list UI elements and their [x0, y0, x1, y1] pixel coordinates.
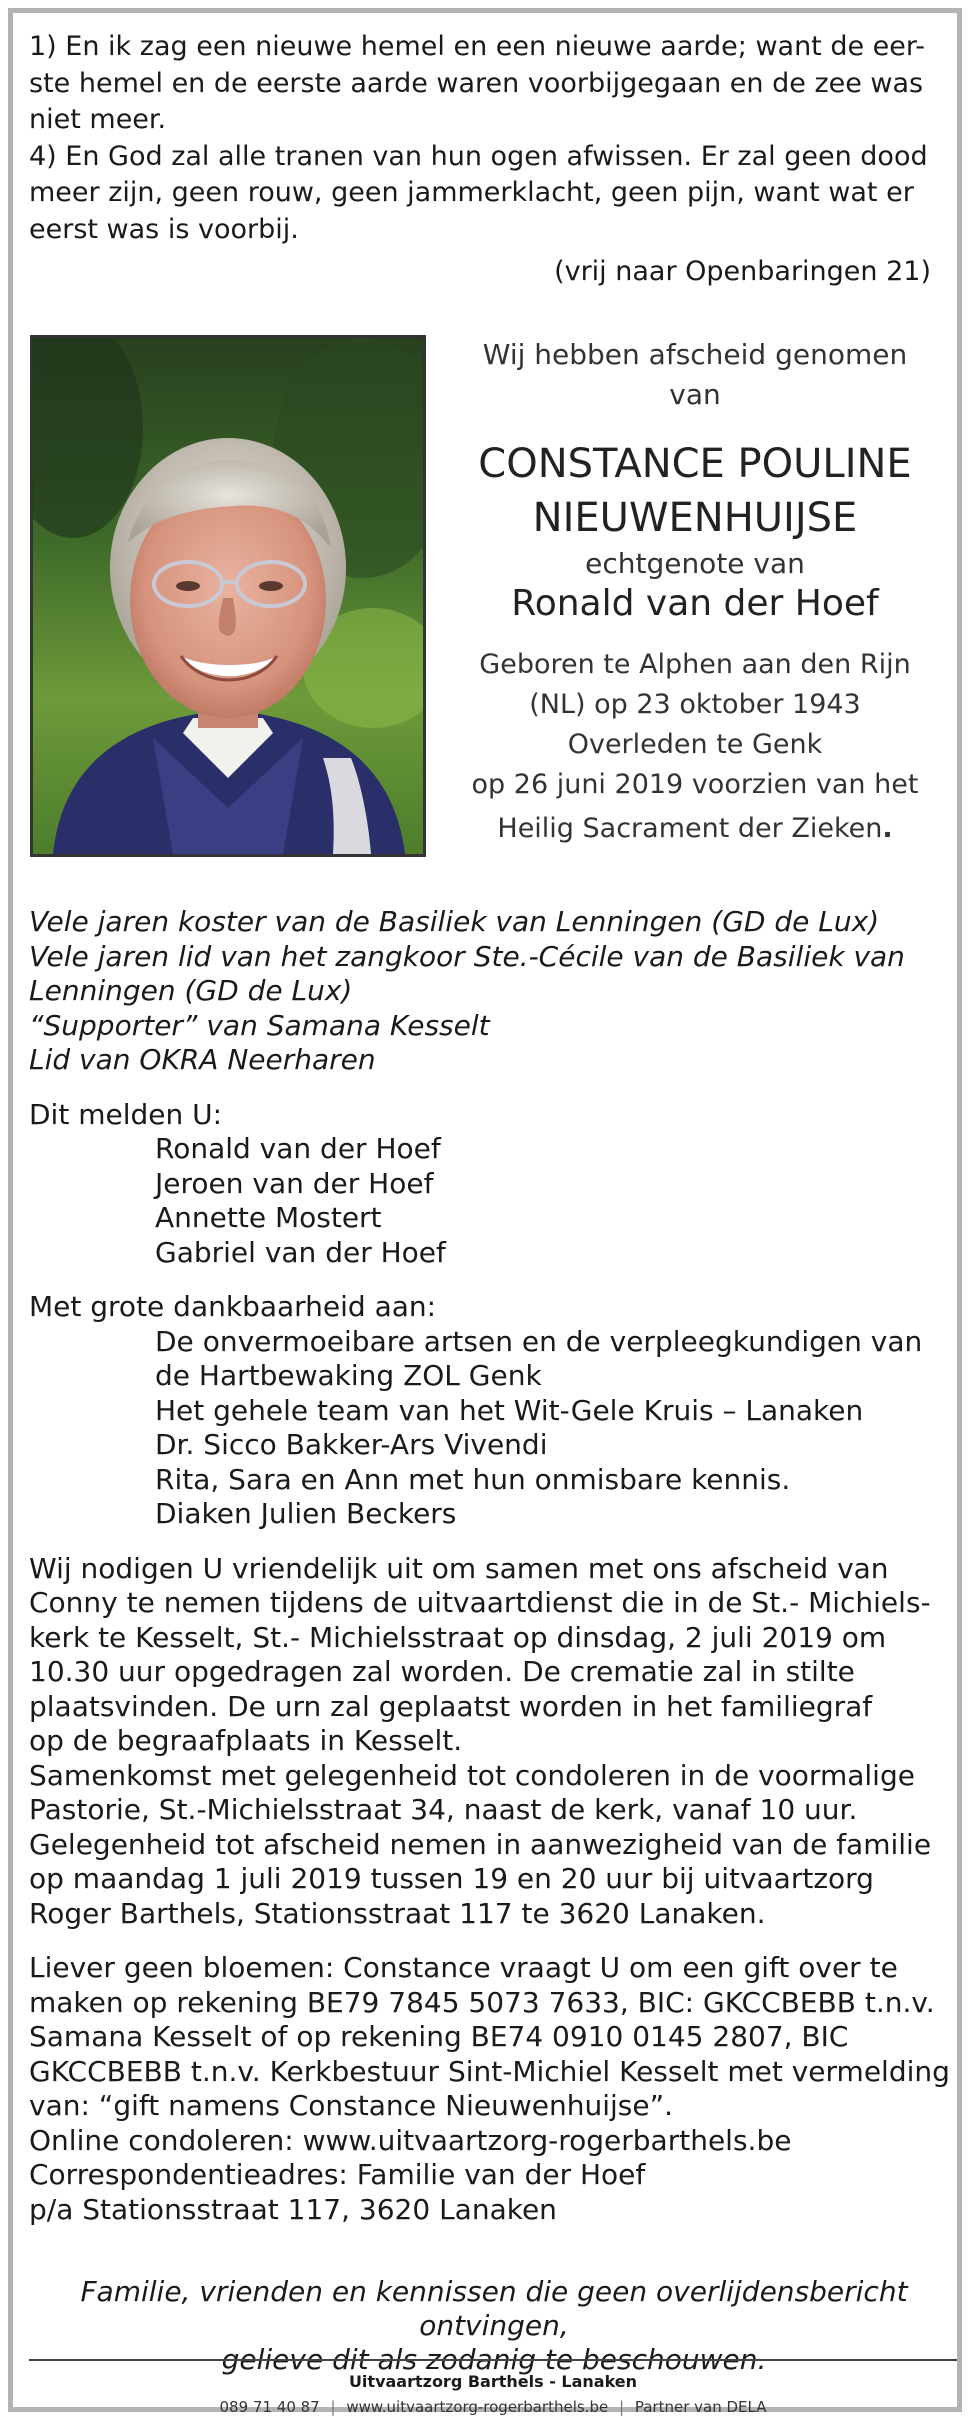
role-line: Lenningen (GD de Lux)	[29, 974, 353, 1007]
service-line: Roger Barthels, Stationsstraat 117 te 3620 Lanaken.	[29, 1896, 766, 1930]
donation-line: Liever geen bloemen: Constance vraagt U om een gift over te	[29, 1951, 898, 1984]
sacrament-dot: .	[882, 813, 893, 844]
name-line: CONSTANCE POULINE	[478, 441, 912, 487]
role-line: “Supporter” van Samana Kesselt	[29, 1008, 490, 1042]
closing-line: Familie, vrienden en kennissen die geen overlijdensbericht ontvingen,	[80, 2275, 908, 2342]
date-line: Geboren te Alphen aan den Rijn	[479, 649, 911, 680]
announcer-name: Gabriel van der Hoef	[155, 1235, 446, 1269]
thanks-item: Diaken Julien Beckers	[155, 1497, 457, 1530]
spouse-name: Ronald van der Hoef	[511, 583, 879, 624]
thanks-section	[29, 1290, 959, 1532]
role-line: Lid van OKRA Neerharen	[29, 1043, 376, 1076]
obituary-card	[8, 8, 962, 2416]
service-line: Samenkomst met gelegenheid tot condoleren in de voormalige	[29, 1758, 915, 1792]
correspondence-line: Correspondentieadres: Familie van der Hoef	[29, 2158, 646, 2191]
obituary-body	[29, 905, 959, 2227]
donation-line: van: “gift namens Constance Nieuwenhuijse”.	[29, 2089, 674, 2122]
life-dates	[445, 645, 945, 853]
service-section	[29, 1552, 959, 1932]
announcement-header	[445, 335, 945, 853]
intro-line: van	[669, 378, 721, 411]
thanks-item: Het gehele team van het Wit-Gele Kruis – Lanaken	[155, 1393, 864, 1427]
announcers-heading: Dit melden U:	[29, 1097, 223, 1131]
announcers-section	[29, 1098, 959, 1271]
date-line: Overleden te Genk	[567, 729, 823, 760]
donation-line: maken op rekening BE79 7845 5073 7633, BIC: GKCCBEBB t.n.v.	[29, 1985, 935, 2019]
service-line: kerk te Kesselt, St.- Michielsstraat op dinsdag, 2 juli 2019 om	[29, 1620, 887, 1654]
footer-separator: |	[330, 2398, 336, 2416]
verse-reference: (vrij naar Openbaringen 21)	[554, 256, 931, 287]
roles-list	[29, 905, 959, 1078]
verse-line: niet meer.	[29, 104, 167, 135]
deceased-name	[445, 437, 945, 545]
intro-line: Wij hebben afscheid genomen	[482, 338, 908, 371]
service-line: Pastorie, St.-Michielsstraat 34, naast de kerk, vanaf 10 uur.	[29, 1793, 858, 1826]
correspondence-address: p/a Stationsstraat 117, 3620 Lanaken	[29, 2192, 557, 2226]
verse-line: 1) En ik zag een nieuwe hemel en een nieuwe aarde; want de eer-	[29, 31, 926, 62]
service-line: 10.30 uur opgedragen zal worden. De crematie zal in stilte	[29, 1655, 855, 1688]
footer-phone: 089 71 40 87	[219, 2398, 320, 2416]
bible-verse	[29, 29, 939, 291]
service-line: op maandag 1 juli 2019 tussen 19 en 20 uur bij uitvaartzorg	[29, 1862, 874, 1895]
verse-line: ste hemel en de eerste aarde waren voorbijgegaan en de zee was	[29, 67, 924, 99]
verse-line: eerst was is voorbij.	[29, 213, 299, 245]
footer-contact	[29, 2397, 957, 2417]
date-line-last	[445, 805, 945, 853]
thanks-item: de Hartbewaking ZOL Genk	[155, 1359, 542, 1392]
donation-line: GKCCBEBB t.n.v. Kerkbestuur Sint-Michiel Kesselt met vermelding	[29, 2054, 950, 2088]
footer-website: www.uitvaartzorg-rogerbarthels.be	[346, 2398, 609, 2416]
announcer-name: Jeroen van der Hoef	[155, 1166, 434, 1200]
date-line: op 26 juni 2019 voorzien van het	[471, 769, 919, 800]
thanks-item: Dr. Sicco Bakker-Ars Vivendi	[155, 1428, 548, 1461]
footer-divider	[29, 2359, 957, 2361]
verse-line: meer zijn, geen rouw, geen jammerklacht, geen pijn, want wat er	[29, 177, 914, 208]
announcer-name: Annette Mostert	[155, 1201, 382, 1234]
verse-line: 4) En God zal alle tranen van hun ogen afwissen. Er zal geen dood	[29, 140, 928, 172]
announcer-name: Ronald van der Hoef	[155, 1132, 441, 1165]
portrait-image	[33, 338, 423, 854]
closing-note	[29, 2275, 959, 2377]
donations-section	[29, 1951, 959, 2227]
footer-separator: |	[619, 2398, 625, 2416]
thanks-heading: Met grote dankbaarheid aan:	[29, 1290, 437, 1323]
service-line: op de begraafplaats in Kesselt.	[29, 1724, 463, 1757]
footer-partner: Partner van DELA	[634, 2398, 767, 2416]
date-line: (NL) op 23 oktober 1943	[529, 689, 861, 720]
thanks-item: Rita, Sara en Ann met hun onmisbare kennis.	[155, 1462, 791, 1496]
role-line: Vele jaren lid van het zangkoor Ste.-Cécile van de Basiliek van	[29, 939, 905, 973]
name-line: NIEUWENHUIJSE	[532, 495, 858, 541]
spouse-intro: echtgenote van	[585, 547, 805, 580]
service-line: Conny te nemen tijdens de uitvaartdienst die in de St.- Michiels-	[29, 1586, 931, 1619]
online-condolence-line: Online condoleren: www.uitvaartzorg-rogerbarthels.be	[29, 2123, 792, 2157]
funeral-company: Uitvaartzorg Barthels - Lanaken	[348, 2372, 638, 2391]
announcement-intro	[445, 335, 945, 415]
portrait-photo	[30, 335, 426, 857]
role-line: Vele jaren koster van de Basiliek van Lenningen (GD de Lux)	[29, 905, 880, 938]
sacrament-text: Heilig Sacrament der Zieken	[497, 813, 883, 844]
thanks-item: De onvermoeibare artsen en de verpleegkundigen van	[155, 1324, 923, 1358]
service-line: Gelegenheid tot afscheid nemen in aanwezigheid van de familie	[29, 1827, 932, 1861]
service-line: Wij nodigen U vriendelijk uit om samen met ons afscheid van	[29, 1551, 889, 1585]
service-line: plaatsvinden. De urn zal geplaatst worden in het familiegraf	[29, 1689, 873, 1723]
donation-line: Samana Kesselt of op rekening BE74 0910 0145 2807, BIC	[29, 2020, 849, 2053]
closing-line: gelieve dit als zodanig te beschouwen.	[221, 2343, 767, 2376]
